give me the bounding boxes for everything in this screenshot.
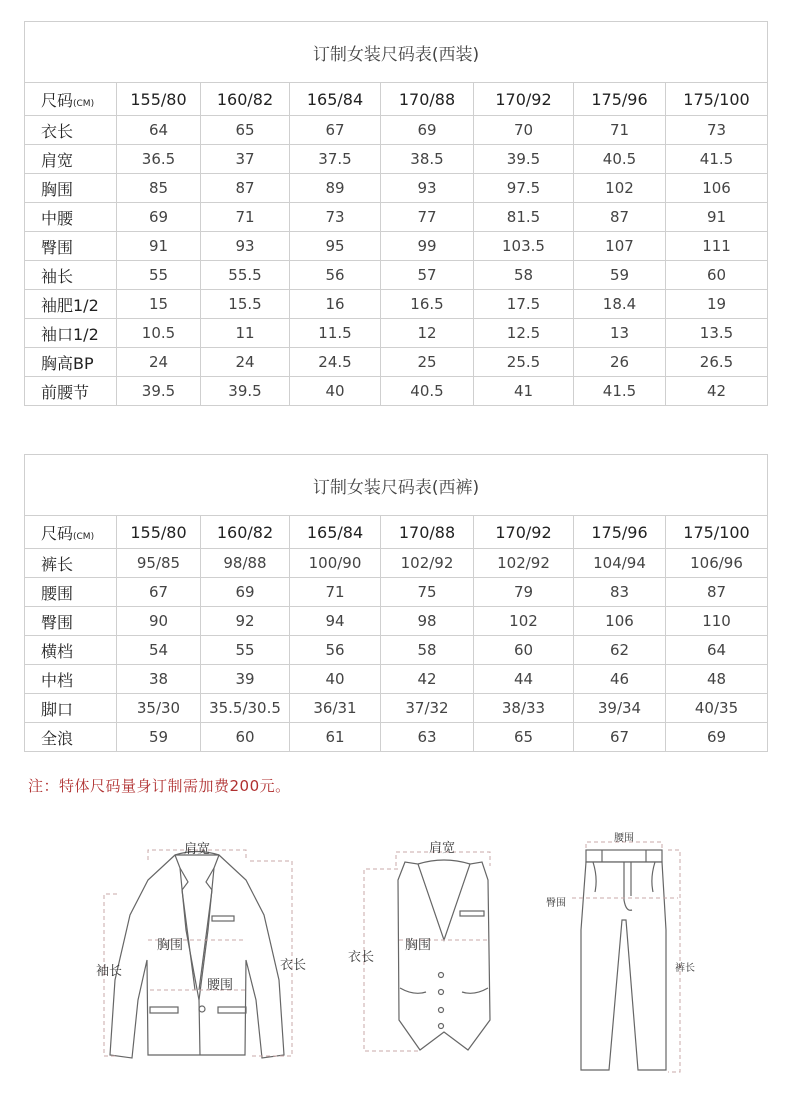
table-cell: 69 (666, 723, 768, 752)
jacket-chest-label: 胸围 (156, 938, 184, 953)
table-cell: 73 (666, 116, 768, 145)
table-cell: 64 (117, 116, 201, 145)
measurement-diagram (0, 820, 790, 1108)
vest-shoulder-label: 肩宽 (428, 841, 456, 856)
table-cell: 59 (117, 723, 201, 752)
table-cell: 46 (574, 665, 666, 694)
size-column-header: 160/82 (201, 516, 290, 549)
table-cell: 95/85 (117, 549, 201, 578)
size-column-header: 165/84 (290, 83, 381, 116)
table-cell: 110 (666, 607, 768, 636)
table-cell: 85 (117, 174, 201, 203)
row-label: 胸高BP (25, 348, 117, 377)
table-cell: 60 (201, 723, 290, 752)
size-column-header: 170/88 (381, 516, 474, 549)
row-label: 横档 (25, 636, 117, 665)
row-label: 腰围 (25, 578, 117, 607)
table-cell: 39.5 (117, 377, 201, 406)
table-cell: 62 (574, 636, 666, 665)
table-cell: 38 (117, 665, 201, 694)
table-row (25, 145, 768, 174)
table-cell: 75 (381, 578, 474, 607)
table-cell: 71 (290, 578, 381, 607)
pants-table-title: 订制女装尺码表(西裤) (25, 455, 768, 516)
table-cell: 58 (474, 261, 574, 290)
pants-length-label: 裤长 (675, 963, 695, 974)
table-cell: 25.5 (474, 348, 574, 377)
table-cell: 37/32 (381, 694, 474, 723)
table-cell: 48 (666, 665, 768, 694)
row-label: 前腰节 (25, 377, 117, 406)
table-cell: 57 (381, 261, 474, 290)
table-row (25, 694, 768, 723)
table-cell: 59 (574, 261, 666, 290)
table-cell: 41.5 (666, 145, 768, 174)
table-cell: 24 (117, 348, 201, 377)
row-label: 臀围 (25, 607, 117, 636)
table-cell: 13.5 (666, 319, 768, 348)
table-cell: 102 (474, 607, 574, 636)
table-cell: 73 (290, 203, 381, 232)
row-label: 裤长 (25, 549, 117, 578)
table-cell: 87 (666, 578, 768, 607)
table-row (25, 261, 768, 290)
table-cell: 15.5 (201, 290, 290, 319)
vest-length-label: 衣长 (347, 950, 375, 965)
table-cell: 60 (474, 636, 574, 665)
table-row (25, 319, 768, 348)
table-cell: 90 (117, 607, 201, 636)
table-cell: 70 (474, 116, 574, 145)
jacket-length-label: 衣长 (279, 958, 307, 973)
table-cell: 35.5/30.5 (201, 694, 290, 723)
table-cell: 39.5 (201, 377, 290, 406)
table-cell: 83 (574, 578, 666, 607)
jacket-sleeve-label: 袖长 (95, 964, 123, 979)
table-cell: 98/88 (201, 549, 290, 578)
pants-hip-label: 臀围 (546, 898, 566, 909)
table-cell: 106 (666, 174, 768, 203)
table-cell: 26.5 (666, 348, 768, 377)
table-cell: 104/94 (574, 549, 666, 578)
table-cell: 94 (290, 607, 381, 636)
table-cell: 54 (117, 636, 201, 665)
table-row (25, 348, 768, 377)
table-cell: 58 (381, 636, 474, 665)
size-header-cell (25, 83, 117, 116)
table-cell: 19 (666, 290, 768, 319)
row-label: 胸围 (25, 174, 117, 203)
table-cell: 99 (381, 232, 474, 261)
table-row (25, 549, 768, 578)
row-label: 袖长 (25, 261, 117, 290)
table-cell: 91 (666, 203, 768, 232)
table-cell: 102/92 (474, 549, 574, 578)
table-cell: 13 (574, 319, 666, 348)
table-cell: 69 (117, 203, 201, 232)
table-cell: 103.5 (474, 232, 574, 261)
table-cell: 42 (381, 665, 474, 694)
table-row (25, 174, 768, 203)
table-cell: 60 (666, 261, 768, 290)
size-column-header: 175/100 (666, 83, 768, 116)
table-cell: 17.5 (474, 290, 574, 319)
pants-size-table (24, 454, 768, 752)
table-cell: 44 (474, 665, 574, 694)
vest-illustration (398, 860, 490, 1050)
table-cell: 89 (290, 174, 381, 203)
table-cell: 87 (574, 203, 666, 232)
table-cell: 41.5 (574, 377, 666, 406)
row-label: 衣长 (25, 116, 117, 145)
table-row (25, 665, 768, 694)
table-cell: 91 (117, 232, 201, 261)
table-cell: 39.5 (474, 145, 574, 174)
table-cell: 40.5 (381, 377, 474, 406)
table-cell: 93 (381, 174, 474, 203)
table-cell: 36.5 (117, 145, 201, 174)
table-row (25, 723, 768, 752)
table-cell: 40 (290, 665, 381, 694)
size-column-header: 170/92 (474, 83, 574, 116)
table-row (25, 607, 768, 636)
row-label: 脚口 (25, 694, 117, 723)
table-row (25, 377, 768, 406)
table-cell: 26 (574, 348, 666, 377)
table-cell: 15 (117, 290, 201, 319)
row-label: 全浪 (25, 723, 117, 752)
size-column-header: 160/82 (201, 83, 290, 116)
table-cell: 36/31 (290, 694, 381, 723)
table-cell: 11.5 (290, 319, 381, 348)
size-column-header: 175/96 (574, 83, 666, 116)
table-cell: 87 (201, 174, 290, 203)
table-cell: 10.5 (117, 319, 201, 348)
table-cell: 77 (381, 203, 474, 232)
table-cell: 16 (290, 290, 381, 319)
size-unit: (CM) (73, 531, 95, 542)
size-column-header: 170/92 (474, 516, 574, 549)
table-cell: 81.5 (474, 203, 574, 232)
row-label: 中档 (25, 665, 117, 694)
jacket-shoulder-label: 肩宽 (183, 842, 211, 857)
table-row (25, 290, 768, 319)
table-cell: 18.4 (574, 290, 666, 319)
table-cell: 40 (290, 377, 381, 406)
size-column-header: 165/84 (290, 516, 381, 549)
table-cell: 97.5 (474, 174, 574, 203)
table-cell: 37.5 (290, 145, 381, 174)
table-cell: 38/33 (474, 694, 574, 723)
table-row (25, 578, 768, 607)
jacket-illustration (110, 852, 284, 1059)
table-cell: 79 (474, 578, 574, 607)
table-cell: 65 (201, 116, 290, 145)
table-cell: 93 (201, 232, 290, 261)
table-cell: 24 (201, 348, 290, 377)
table-cell: 95 (290, 232, 381, 261)
table-cell: 69 (201, 578, 290, 607)
table-cell: 37 (201, 145, 290, 174)
surcharge-note: 注：特体尺码量身订制需加费200元。 (28, 777, 291, 795)
table-cell: 41 (474, 377, 574, 406)
pants-waist-label: 腰围 (614, 833, 634, 844)
table-cell: 39/34 (574, 694, 666, 723)
table-row (25, 636, 768, 665)
table-cell: 56 (290, 636, 381, 665)
table-cell: 12 (381, 319, 474, 348)
table-cell: 63 (381, 723, 474, 752)
jacket-waist-label: 腰围 (206, 978, 234, 993)
row-label: 臀围 (25, 232, 117, 261)
table-cell: 107 (574, 232, 666, 261)
table-cell: 11 (201, 319, 290, 348)
size-column-header: 175/96 (574, 516, 666, 549)
size-column-header: 170/88 (381, 83, 474, 116)
table-row (25, 116, 768, 145)
row-label: 袖口1/2 (25, 319, 117, 348)
table-cell: 35/30 (117, 694, 201, 723)
size-column-header: 175/100 (666, 516, 768, 549)
row-label: 肩宽 (25, 145, 117, 174)
table-cell: 102/92 (381, 549, 474, 578)
table-cell: 71 (201, 203, 290, 232)
table-cell: 39 (201, 665, 290, 694)
table-cell: 71 (574, 116, 666, 145)
table-cell: 92 (201, 607, 290, 636)
table-cell: 55 (117, 261, 201, 290)
size-column-header: 155/80 (117, 83, 201, 116)
jacket-table-title: 订制女装尺码表(西装) (25, 22, 768, 83)
table-cell: 67 (117, 578, 201, 607)
table-cell: 65 (474, 723, 574, 752)
table-cell: 102 (574, 174, 666, 203)
size-column-header: 155/80 (117, 516, 201, 549)
table-cell: 55.5 (201, 261, 290, 290)
table-cell: 67 (290, 116, 381, 145)
table-row (25, 203, 768, 232)
jacket-table-header-row (25, 83, 768, 116)
table-cell: 25 (381, 348, 474, 377)
table-cell: 42 (666, 377, 768, 406)
table-cell: 98 (381, 607, 474, 636)
size-unit: (CM) (73, 98, 95, 109)
table-cell: 12.5 (474, 319, 574, 348)
table-cell: 64 (666, 636, 768, 665)
table-row (25, 232, 768, 261)
size-header-cell (25, 516, 117, 549)
pants-table-header-row (25, 516, 768, 549)
jacket-size-table (24, 21, 768, 406)
table-cell: 38.5 (381, 145, 474, 174)
size-header-label: 尺码 (41, 90, 74, 110)
vest-chest-label: 胸围 (404, 938, 432, 953)
table-cell: 24.5 (290, 348, 381, 377)
table-cell: 56 (290, 261, 381, 290)
table-cell: 106/96 (666, 549, 768, 578)
table-cell: 111 (666, 232, 768, 261)
table-cell: 67 (574, 723, 666, 752)
table-cell: 69 (381, 116, 474, 145)
table-cell: 16.5 (381, 290, 474, 319)
table-cell: 100/90 (290, 549, 381, 578)
table-cell: 40/35 (666, 694, 768, 723)
table-cell: 40.5 (574, 145, 666, 174)
row-label: 袖肥1/2 (25, 290, 117, 319)
pants-illustration (581, 850, 666, 1070)
size-header-label: 尺码 (41, 523, 74, 543)
table-cell: 61 (290, 723, 381, 752)
table-cell: 106 (574, 607, 666, 636)
row-label: 中腰 (25, 203, 117, 232)
table-cell: 55 (201, 636, 290, 665)
